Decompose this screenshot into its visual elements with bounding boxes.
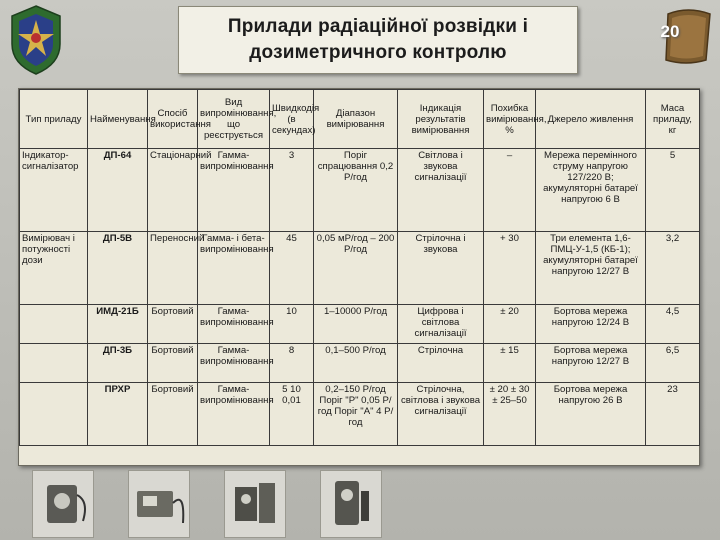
control-panel-icon bbox=[320, 470, 382, 538]
cell-name: ДП-3Б bbox=[88, 344, 148, 383]
cell-radiation: Гамма-випромінювання bbox=[198, 305, 270, 344]
cell-power: Три елемента 1,6-ПМЦ-У-1,5 (КБ-1); акумуляторні батареї напругою 12/27 В bbox=[536, 232, 646, 305]
cell-radiation: Гамма-випромінювання bbox=[198, 344, 270, 383]
cell-speed: 10 bbox=[270, 305, 314, 344]
header-speed: Швидкодія (в секундах) bbox=[270, 90, 314, 149]
cell-indication: Світлова і звукова сигналізації bbox=[398, 149, 484, 232]
cell-error: ± 15 bbox=[484, 344, 536, 383]
cell-power: Мережа перемінного струму напругою 127/220 В; акумуляторні батареї напругою 6 В bbox=[536, 149, 646, 232]
header-radiation: Вид випромінювання, що реєструється bbox=[198, 90, 270, 149]
cell-use: Стаціонарний bbox=[148, 149, 198, 232]
cell-type bbox=[20, 344, 88, 383]
cell-error: ± 20 ± 30 ± 25–50 bbox=[484, 383, 536, 446]
cell-range: 1–10000 Р/год bbox=[314, 305, 398, 344]
title-line-1: Прилади радіаційної розвідки і bbox=[227, 16, 529, 37]
cell-indication: Цифрова і світлова сигналізації bbox=[398, 305, 484, 344]
cell-mass: 6,5 bbox=[646, 344, 700, 383]
cell-type bbox=[20, 383, 88, 446]
radiometer-icon bbox=[128, 470, 190, 538]
cell-radiation: Гамма-випромінювання bbox=[198, 149, 270, 232]
cell-type: Індикатор-сигналізатор bbox=[20, 149, 88, 232]
cell-radiation: Гамма- і бета-випромінювання bbox=[198, 232, 270, 305]
cell-speed: 5 10 0,01 bbox=[270, 383, 314, 446]
cell-error: + 30 bbox=[484, 232, 536, 305]
cell-power: Бортова мережа напругою 12/24 В bbox=[536, 305, 646, 344]
cell-mass: 5 bbox=[646, 149, 700, 232]
header-name: Найменування bbox=[88, 90, 148, 149]
cell-name: ДП-5В bbox=[88, 232, 148, 305]
cell-mass: 4,5 bbox=[646, 305, 700, 344]
cell-speed: 8 bbox=[270, 344, 314, 383]
cell-error: – bbox=[484, 149, 536, 232]
cell-indication: Стрілочна bbox=[398, 344, 484, 383]
cell-type: Вимірювач і потужності дози bbox=[20, 232, 88, 305]
cell-use: Переносний bbox=[148, 232, 198, 305]
table-row bbox=[20, 383, 700, 446]
cell-name: ДП-64 bbox=[88, 149, 148, 232]
table-row bbox=[20, 344, 700, 383]
header-indication: Індикація результатів вимірювання bbox=[398, 90, 484, 149]
cell-type bbox=[20, 305, 88, 344]
table-row bbox=[20, 232, 700, 305]
cell-power: Бортова мережа напругою 12/27 В bbox=[536, 344, 646, 383]
header-use: Спосіб використання bbox=[148, 90, 198, 149]
dosimeter-icon bbox=[32, 470, 94, 538]
cell-range: Поріг спрацювання 0,2 Р/год bbox=[314, 149, 398, 232]
table-row bbox=[20, 149, 700, 232]
header-power: Джерело живлення bbox=[536, 90, 646, 149]
cell-mass: 3,2 bbox=[646, 232, 700, 305]
cell-use: Бортовий bbox=[148, 344, 198, 383]
military-emblem-icon bbox=[6, 4, 66, 76]
devices-table bbox=[19, 89, 700, 446]
onboard-meter-icon bbox=[224, 470, 286, 538]
header-type: Тип приладу bbox=[20, 90, 88, 149]
title-line-2: дозиметричного контролю bbox=[249, 42, 507, 63]
cell-range: 0,1–500 Р/год bbox=[314, 344, 398, 383]
cell-mass: 23 bbox=[646, 383, 700, 446]
cell-speed: 45 bbox=[270, 232, 314, 305]
cell-range: 0,2–150 Р/год Поріг "Р" 0,05 Р/год Поріг "А" 4 Р/год bbox=[314, 383, 398, 446]
header-mass: Маса приладу, кг bbox=[646, 90, 700, 149]
header-error: Похибка вимірювання, % bbox=[484, 90, 536, 149]
cell-power: Бортова мережа напругою 26 В bbox=[536, 383, 646, 446]
slide-title bbox=[178, 6, 578, 74]
device-images-strip bbox=[18, 470, 458, 538]
table-header-row bbox=[20, 90, 700, 149]
cell-radiation: Гамма-випромінювання bbox=[198, 383, 270, 446]
header-range: Діапазон вимірювання bbox=[314, 90, 398, 149]
table-row bbox=[20, 305, 700, 344]
cell-indication: Стрілочна, світлова і звукова сигналізації bbox=[398, 383, 484, 446]
cell-error: ± 20 bbox=[484, 305, 536, 344]
table-sheet bbox=[18, 88, 700, 466]
cell-speed: 3 bbox=[270, 149, 314, 232]
cell-name: ИМД-21Б bbox=[88, 305, 148, 344]
page-number: 20 bbox=[660, 22, 680, 41]
cell-range: 0,05 мР/год – 200 Р/год bbox=[314, 232, 398, 305]
cell-use: Бортовий bbox=[148, 305, 198, 344]
cell-name: ПРХР bbox=[88, 383, 148, 446]
cell-use: Бортовий bbox=[148, 383, 198, 446]
cell-indication: Стрілочна і звукова bbox=[398, 232, 484, 305]
